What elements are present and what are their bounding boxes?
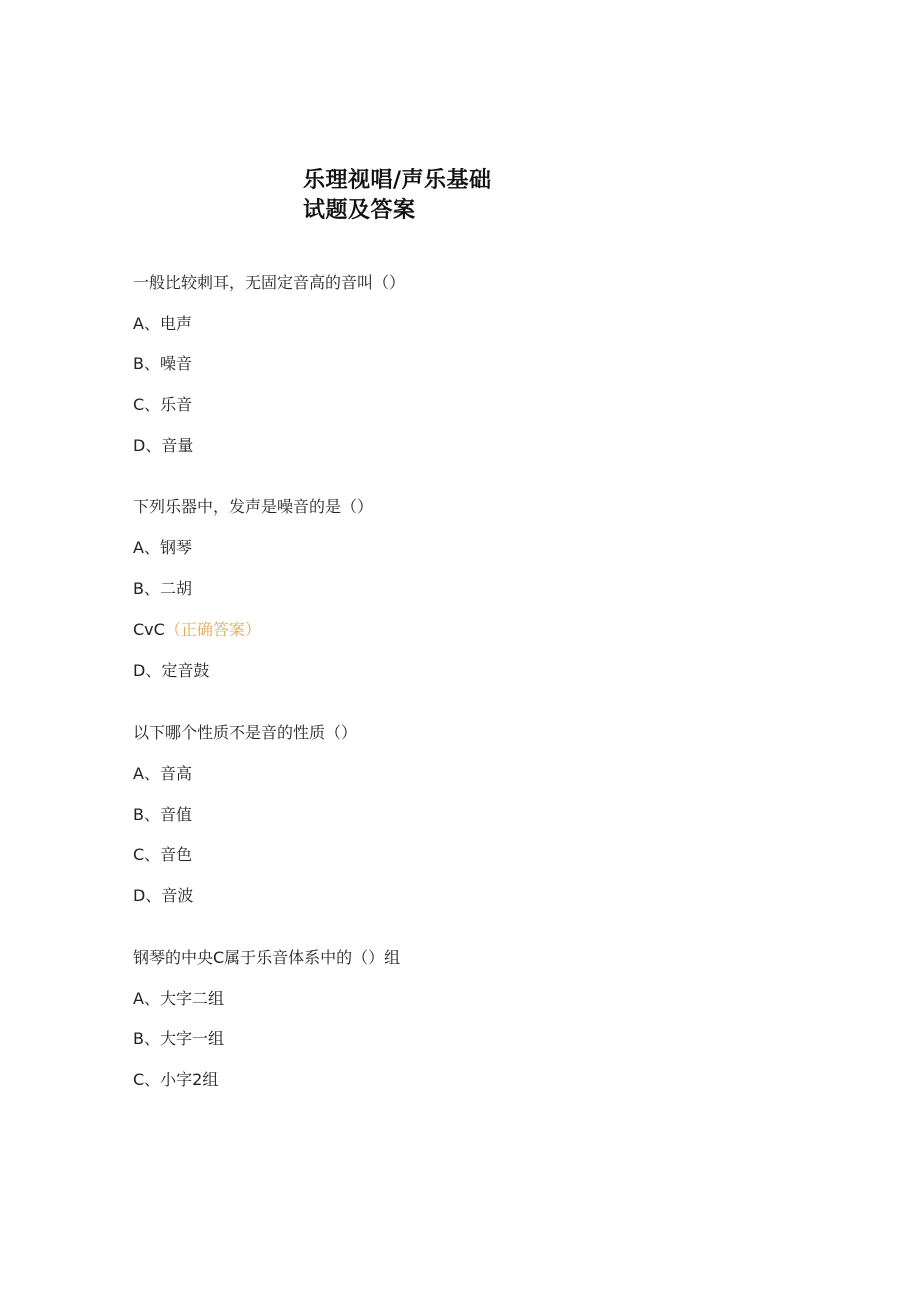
question-4-option-b: B、大字一组	[133, 1029, 224, 1048]
question-3-option-a: A、音高	[133, 764, 192, 783]
question-1-option-c: C、乐音	[133, 395, 193, 414]
document-title	[303, 166, 492, 226]
question-2-option-d: D、定音鼓	[133, 661, 210, 680]
question-2-option-c	[133, 619, 261, 641]
question-2-text: 下列乐器中，发声是噪音的是（）	[133, 497, 374, 516]
question-3-option-b: B、音值	[133, 805, 192, 824]
correct-answer-mark: （正确答案）	[164, 620, 261, 639]
question-2-option-b: B、二胡	[133, 579, 192, 598]
question-3-option-d: D、音波	[133, 886, 194, 905]
question-2-option-c-label: CvC	[133, 620, 165, 639]
title-line-2: 试题及答案	[303, 198, 416, 223]
question-1-option-d: D、音量	[133, 436, 194, 455]
question-1-option-a: A、电声	[133, 314, 192, 333]
question-4-text: 钢琴的中央C属于乐音体系中的（）组	[133, 948, 401, 967]
question-2-option-a: A、钢琴	[133, 538, 192, 557]
title-line-1: 乐理视唱/声乐基础	[303, 168, 492, 193]
question-4-option-c: C、小字2组	[133, 1070, 219, 1089]
question-3-text: 以下哪个性质不是音的性质（）	[133, 723, 358, 742]
question-4-option-a: A、大字二组	[133, 989, 224, 1008]
question-3-option-c: C、音色	[133, 845, 193, 864]
question-1-option-b: B、噪音	[133, 354, 192, 373]
question-1-text: 一般比较刺耳，无固定音高的音叫（）	[133, 273, 406, 292]
